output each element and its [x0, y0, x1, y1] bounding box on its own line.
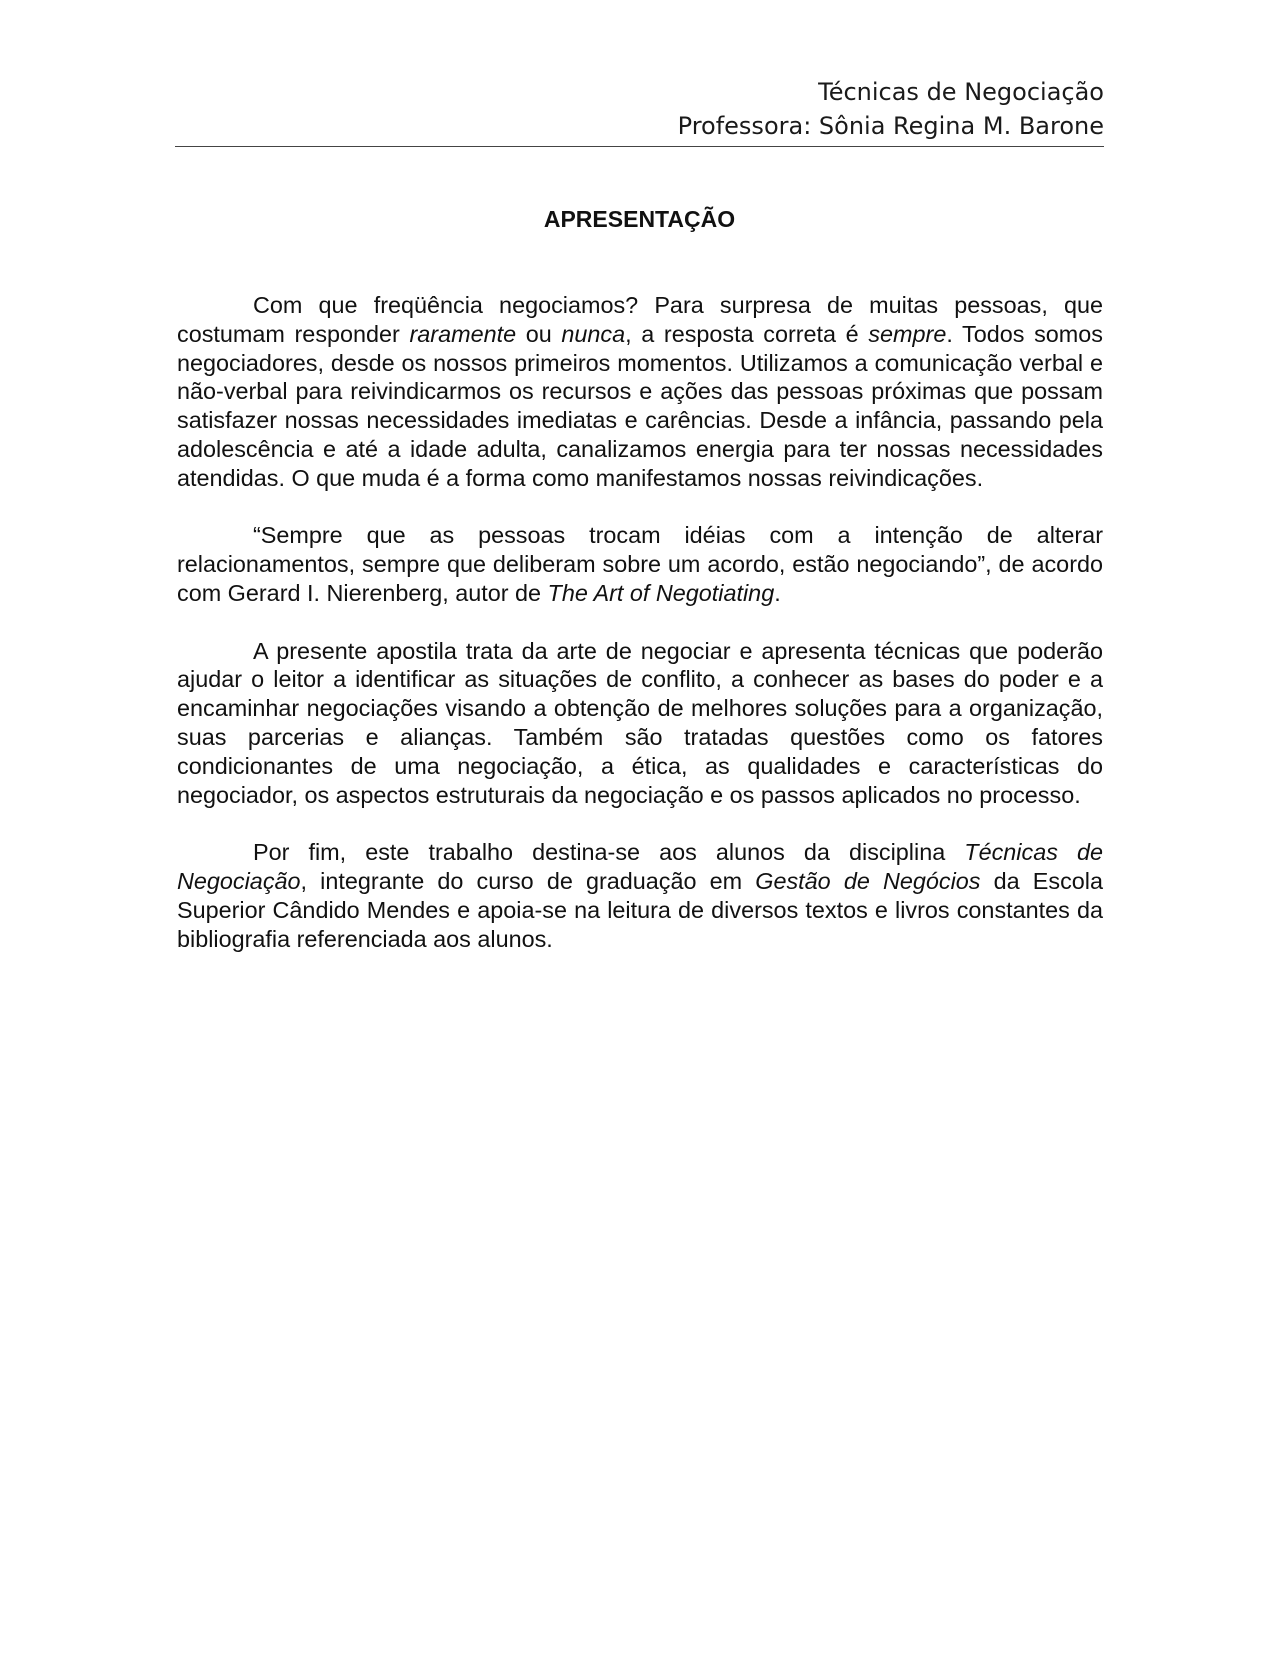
paragraph-4-text: , integrante do curso de graduação em: [300, 867, 756, 894]
page-header: [175, 75, 1104, 143]
paragraph-1: [177, 291, 1103, 493]
course-title: Técnicas de Negociação: [818, 78, 1104, 106]
document-body: [177, 291, 1103, 982]
paragraph-4-text: Por fim, este trabalho destina-se aos alunos da disciplina: [253, 839, 965, 866]
professor-name: Professora: Sônia Regina M. Barone: [677, 112, 1104, 140]
paragraph-1-text: , a resposta correta é: [625, 320, 869, 347]
page-title: APRESENTAÇÃO: [543, 206, 736, 232]
paragraph-2-text: .: [774, 579, 781, 606]
paragraph-1-emphasis: nunca: [561, 320, 626, 347]
paragraph-3: [177, 637, 1103, 810]
course-name: Gestão de Negócios: [755, 867, 981, 894]
paragraph-2-text: “Sempre que as pessoas trocam idéias com a intenção de alterar relacionamentos, sempre que deliberam sobre um acordo, estão negociando”, de acordo com Gerard I. Nierenberg, autor de: [177, 522, 1103, 606]
paragraph-1-text: Com que freqüência negociamos? Para surpresa de muitas pessoas, que costumam responder: [177, 292, 1103, 347]
paragraph-3-text: A presente apostila trata da arte de negociar e apresenta técnicas que poderão ajudar o leitor a identificar as situações de conflito, a conhecer as bases do poder e a encaminhar negociações visando a obtenção de melhores soluções para a organização, suas parcerias e alianças. Também são tratadas questões como os fatores condicionantes de uma negociação, a ética, as qualidades e características do negociador, os aspectos estruturais da negociação e os passos aplicados no processo.: [177, 637, 1103, 808]
header-divider: [175, 146, 1104, 147]
paragraph-1-text: ou: [516, 320, 562, 347]
paragraph-2: [177, 521, 1103, 607]
paragraph-1-text: . Todos somos negociadores, desde os nossos primeiros momentos. Utilizamos a comunicação verbal e não-verbal para reivindicarmos os recursos e ações das pessoas próximas que possam satisfazer nossas necessidades imediatas e carências. Desde a infância, passando pela adolescência e até a idade adulta, canalizamos energia para ter nossas necessidades atendidas. O que muda é a forma como manifestamos nossas reivindicações.: [177, 320, 1103, 491]
paragraph-1-emphasis: sempre: [868, 320, 947, 347]
paragraph-4: [177, 838, 1103, 953]
paragraph-1-emphasis: raramente: [409, 320, 517, 347]
paragraph-4-text: da Escola Superior Cândido Mendes e apoia-se na leitura de diversos textos e livros constantes da bibliografia referenciada aos alunos.: [177, 867, 1103, 952]
book-title: The Art of Negotiating: [547, 579, 775, 606]
discipline-name: Técnicas de Negociação: [177, 839, 1103, 894]
